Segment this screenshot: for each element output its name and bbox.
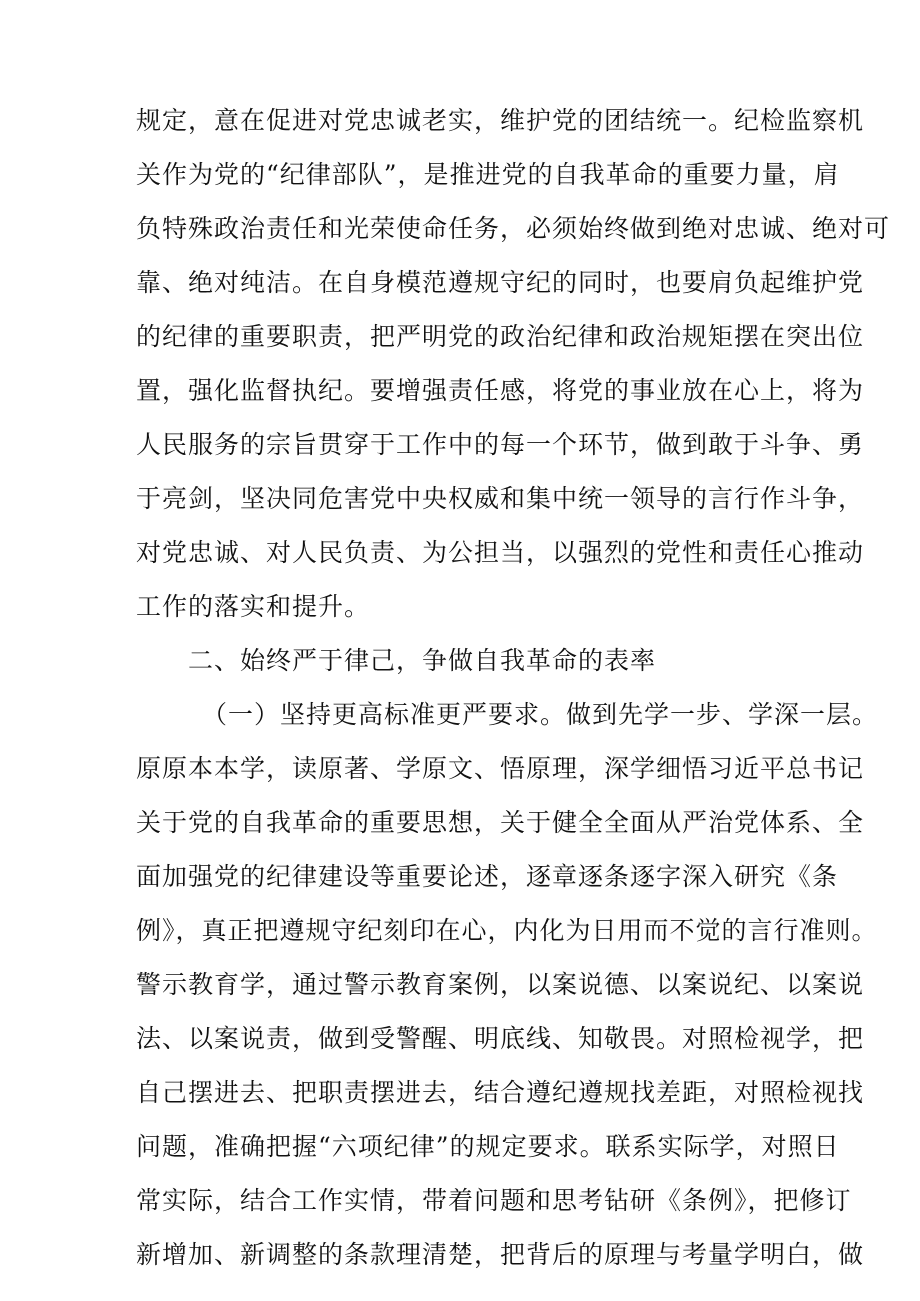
text-line: 关于党的自我革命的重要思想，关于健全全面从严治党体系、全 — [136, 808, 865, 837]
text-line: 法、以案说责，做到受警醒、明底线、知敬畏。对照检视学，把 — [136, 1024, 865, 1053]
text-line: 新增加、新调整的条款理清楚，把背后的原理与考量学明白，做 — [136, 1240, 865, 1269]
text-line: 自己摆进去、把职责摆进去，结合遵纪遵规找差距，对照检视找 — [136, 1078, 865, 1107]
text-line: 人民服务的宗旨贯穿于工作中的每一个环节，做到敢于斗争、勇 — [136, 430, 865, 459]
text-line: 问题，准确把握“六项纪律”的规定要求。联系实际学，对照日 — [136, 1132, 840, 1161]
text-line: 工作的落实和提升。 — [136, 592, 371, 621]
text-line: 规定，意在促进对党忠诚老实，维护党的团结统一。纪检监察机 — [136, 106, 865, 135]
text-line: 关作为党的“纪律部队”，是推进党的自我革命的重要力量，肩 — [136, 160, 840, 189]
text-line: 警示教育学，通过警示教育案例，以案说德、以案说纪、以案说 — [136, 970, 865, 999]
text-line: 的纪律的重要职责，把严明党的政治纪律和政治规矩摆在突出位 — [136, 322, 865, 351]
text-line: 面加强党的纪律建设等重要论述，逐章逐条逐字深入研究《条 — [136, 862, 839, 891]
section-heading: 二、始终严于律己，争做自我革命的表率 — [188, 646, 657, 675]
text-line: 例》，真正把遵规守纪刻印在心，内化为日用而不觉的言行准则。 — [136, 916, 878, 945]
text-line: 于亮剑，坚决同危害党中央权威和集中统一领导的言行作斗争， — [136, 484, 865, 513]
text-line: 负特殊政治责任和光荣使命任务，必须始终做到绝对忠诚、绝对可 — [136, 214, 891, 243]
text-line: 靠、绝对纯洁。在自身模范遵规守纪的同时，也要肩负起维护党 — [136, 268, 865, 297]
subsection-heading: （一）坚持更高标准更严要求。做到先学一步、学深一层。 — [202, 700, 879, 729]
text-line: 常实际，结合工作实情，带着问题和思考钻研《条例》，把修订 — [136, 1186, 852, 1215]
text-line: 原原本本学，读原著、学原文、悟原理，深学细悟习近平总书记 — [136, 754, 865, 783]
text-line: 对党忠诚、对人民负责、为公担当，以强烈的党性和责任心推动 — [136, 538, 865, 567]
text-line: 置，强化监督执纪。要增强责任感，将党的事业放在心上，将为 — [136, 376, 865, 405]
